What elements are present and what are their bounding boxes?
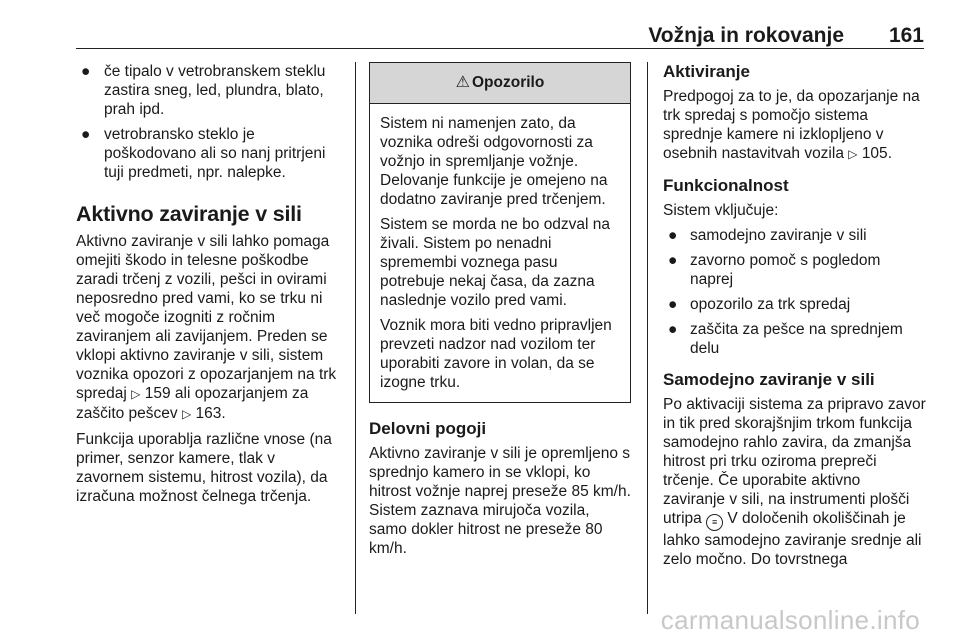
paragraph: Voznik mora biti vedno pripravljen prevzeti nadzor nad vozilom ter uporabiti zavore in volan, da se izogne trku.	[380, 317, 612, 391]
page-ref-arrow-icon: ▷	[131, 387, 141, 401]
column-divider	[355, 62, 356, 614]
list-item: ● opozorilo za trk spredaj	[668, 296, 851, 313]
page-ref-link[interactable]: 159	[144, 385, 171, 402]
paragraph: Funkcija uporablja različne vnose (na primer, senzor kamere, tlak v zavornem sistemu, hitrost vozila), da izračuna možnost čelnega trčenja.	[76, 431, 332, 505]
list-item: ● vetrobransko steklo je poškodovano ali so nanj pritrjeni tuji predmeti, npr. nalepke.	[81, 126, 326, 181]
bullet-icon: ●	[668, 321, 678, 338]
bullet-icon: ●	[668, 252, 678, 269]
feature-list	[663, 226, 926, 358]
paragraph: Predpogoj za to je, da opozarjanje na trk spredaj s pomočjo sistema sprednje kamere ni izklopljeno v osebnih nastavitvah vozila ▷ 105.	[663, 88, 920, 162]
page-number: 161	[888, 24, 924, 47]
page-title: Vožnja in rokovanje	[648, 24, 844, 47]
paragraph: Sistem ni namenjen zato, da voznika odreši odgovornosti za vožnjo in spremljanje vožnje. Delovanje funkcije je omejeno na dodatno zaviranje pred trčenjem.	[380, 115, 608, 208]
warning-triangle-icon: ⚠	[455, 74, 470, 91]
bullet-icon: ●	[81, 63, 91, 80]
page-ref-arrow-icon: ▷	[848, 147, 858, 161]
section-heading: Funkcionalnost	[663, 176, 789, 195]
column-left	[76, 62, 346, 512]
section-heading: Delovni pogoji	[369, 419, 487, 438]
paragraph: Aktivno zaviranje v sili je opremljeno s sprednjo kamero in se vklopi, ko hitrost vožnje naprej preseže 85 km/h. Sistem zaznava mirujoča vozila, samo dokler hitrost ne preseže 80 km/h.	[369, 445, 631, 557]
section-heading: Aktiviranje	[663, 62, 750, 81]
warning-box	[369, 62, 631, 403]
list-item: ● zavorno pomoč s pogledom naprej	[668, 252, 881, 288]
warning-body	[370, 104, 630, 402]
condition-list	[76, 62, 346, 182]
column-divider	[647, 62, 648, 614]
bullet-icon: ●	[81, 126, 91, 143]
list-item: ● zaščita za pešce na sprednjem delu	[668, 321, 903, 357]
paragraph: Sistem vključuje:	[663, 202, 779, 219]
section-heading: Aktivno zaviranje v sili	[76, 202, 302, 226]
page-ref-link[interactable]: 105	[861, 145, 888, 162]
paragraph: Aktivno zaviranje v sili lahko pomaga omejiti škodo in telesne poškodbe zaradi trčenj z vozili, pešci in ovirami neposredno pred vami, ko se trku ni več mogoče izogniti z ročnim zaviranjem ali zavijanjem. Preden se vklopi aktivno zaviranje v sili, sistem voznika opozori z opozarjanjem na trk spredaj ▷ 159 ali opozarjanjem za zaščito pešcev ▷ 163.	[76, 233, 337, 422]
page-ref-arrow-icon: ▷	[181, 407, 192, 421]
section-heading: Samodejno zaviranje v sili	[663, 370, 875, 389]
paragraph: Sistem se morda ne bo odzval na živali. Sistem po nenadni spremembi voznega pasu potrebuje nekaj časa, da zazna naslednje vozilo pred vami.	[380, 216, 611, 309]
watermark: carmanualsonline.info	[660, 605, 920, 635]
page-ref-link[interactable]: 163	[195, 405, 222, 422]
page-header	[76, 14, 924, 49]
warning-header: ⚠ Opozorilo	[370, 63, 630, 104]
column-right	[663, 62, 926, 575]
bullet-icon: ●	[668, 227, 678, 244]
list-item: ● če tipalo v vetrobranskem steklu zastira sneg, led, plundra, blato, prah ipd.	[81, 63, 326, 118]
list-item: ● samodejno zaviranje v sili	[668, 227, 867, 244]
column-middle	[369, 62, 631, 564]
collision-warning-icon: ≡	[706, 514, 723, 531]
bullet-icon: ●	[668, 296, 678, 313]
paragraph: Po aktivaciji sistema za pripravo zavor in tik pred skorajšnjim trkom funkcija samodejno rahlo zavira, da zmanjša hitrost pri trku oziroma prepreči trčenje. Če uporabite aktivno zaviranje v sili, na instrumenti plošči utripa ≡ V določenih okoliščinah je lahko samodejno zaviranje srednje ali zelo močno. Do tovrstnega	[663, 396, 926, 568]
